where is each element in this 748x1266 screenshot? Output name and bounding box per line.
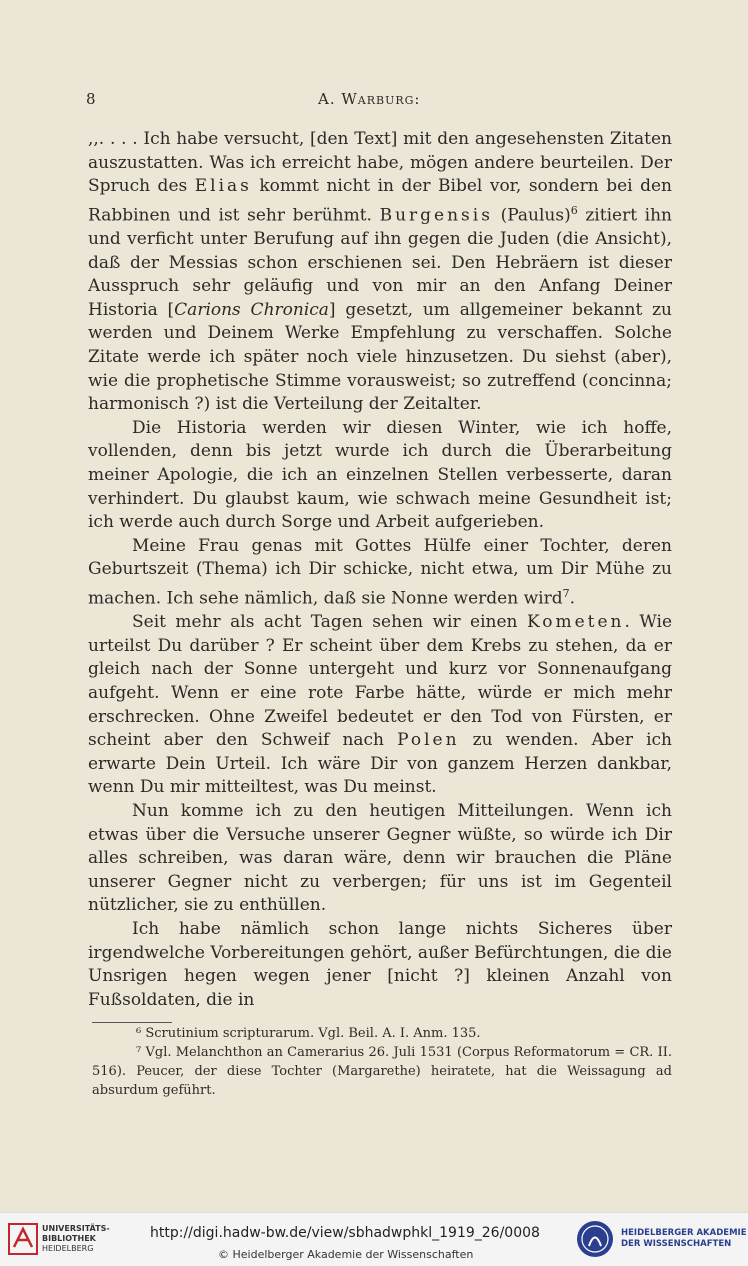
permalink-url[interactable]: http://digi.hadw-bw.de/view/sbhadwphkl_1919_26/0008 xyxy=(150,1225,540,1241)
library-name-line: BIBLIOTHEK xyxy=(42,1234,96,1243)
spaced-name-burgensis: Burgensis xyxy=(379,205,493,226)
text-run: ,,. . . . Ich habe versucht, [den Text] mit den angesehensten Zitaten auszustatten. Was ich erreicht habe, mögen andere beurteilen. Der Spruch des xyxy=(88,129,672,197)
viewer-footer xyxy=(0,1212,748,1266)
library-name-line: HEIDELBERG xyxy=(42,1244,94,1253)
footnote-ref-7: 7 xyxy=(562,586,570,600)
university-library-logo-icon[interactable] xyxy=(8,1223,38,1255)
page-number: 8 xyxy=(86,90,97,108)
running-header xyxy=(0,90,748,110)
italic-title: Carions Chronica xyxy=(174,299,329,320)
academy-seal-icon[interactable] xyxy=(575,1219,615,1259)
spaced-word-kometen: Kometen xyxy=(526,612,625,633)
paragraph-5: Nun komme ich zu den heutigen Mitteilungen. Wenn ich etwas über die Versuche unserer Gegner wüßte, so würde ich Dir alles schreiben, was daran wäre, denn wir brauchen die Pläne unserer Gegner nicht zu verbergen; für uns ist im Gegenteil nützlicher, sie zu enthüllen. xyxy=(88,800,672,916)
academy-name-line: DER WISSENSCHAFTEN xyxy=(621,1239,732,1249)
academy-name xyxy=(621,1228,747,1250)
footnote-6: ⁶ Scrutinium scripturarum. Vgl. Beil. A. I. Anm. 135. xyxy=(136,1026,481,1041)
paragraph-3 xyxy=(88,535,672,611)
text-run: kommt nicht in der Bibel vor, sondern bei den Rabbinen und ist sehr berühmt. xyxy=(88,176,672,226)
paragraph-4 xyxy=(88,611,672,800)
academy-name-line: HEIDELBERGER AKADEMIE xyxy=(621,1228,747,1238)
paragraph-6: Ich habe nämlich schon lange nichts Sicheres über irgendwelche Vorbereitungen gehört, außer Befürchtungen, die die Unsrigen hegen wegen jener [nicht ?] kleinen Anzahl von Fußsoldaten, die in xyxy=(88,918,672,1010)
paragraph-2: Die Historia werden wir diesen Winter, wie ich hoffe, vollenden, denn bis jetzt wurde ich durch die Überarbeitung meiner Apologie, die ich an einzelnen Stellen verbesserte, daran verhindert. Du glaubst kaum, wie schwach meine Gesundheit ist; ich werde auch durch Sorge und Arbeit aufgerieben. xyxy=(88,417,672,533)
library-name xyxy=(42,1224,110,1254)
footnote-ref-6: 6 xyxy=(570,203,578,217)
text-run: . xyxy=(569,588,575,609)
text-run: zitiert ihn und verficht unter Berufung auf ihn gegen die Juden (die Ansicht), daß der Messias schon erschienen sei. Den Hebräern ist dieser Ausspruch sehr geläufig und von mir an den Anfang Deiner Historia [ xyxy=(88,205,672,320)
text-run: ] gesetzt, um allgemeiner bekannt zu werden und Deinem Werke Empfehlung zu verschaffen. Solche Zitate werde ich später noch viele hinzusetzen. Du siehst (aber), wie die prophetische Stimme vorausweist; so zutreffend (concinna; harmonisch ?) ist die Verteilung der Zeitalter. xyxy=(88,299,672,415)
body-text xyxy=(88,128,672,1012)
spaced-name-elias: Elias xyxy=(194,176,252,197)
spaced-word-polen: Polen xyxy=(397,730,460,751)
text-run: (Paulus) xyxy=(492,205,571,226)
copyright-notice: © Heidelberger Akademie der Wissenschaften xyxy=(218,1248,474,1261)
text-run: . Wie urteilst Du darüber ? Er scheint über dem Krebs zu stehen, da er gleich nach der Sonne untergeht und kurz vor Sonnenaufgang aufgeht. Wenn er eine rote Farbe hätte, würde er mich mehr erschrecken. Ohne Zweifel bedeutet er den Tod von Fürsten, er scheint aber den Schweif nach xyxy=(88,612,672,751)
footnote-7: ⁷ Vgl. Melanchthon an Camerarius 26. Juli 1531 (Corpus Reformatorum = CR. II. 516). Peucer, der diese Tochter (Margarethe) heiratete, hat die Weissagung ad absurdum geführt. xyxy=(92,1045,672,1098)
footnotes xyxy=(92,1024,672,1100)
text-run: Seit mehr als acht Tagen sehen wir einen xyxy=(132,612,527,633)
text-run: zu wenden. Aber ich erwarte Dein Urteil. Ich wäre Dir von ganzem Herzen dankbar, wenn Du mir mitteiltest, was Du meinst. xyxy=(88,730,672,798)
paragraph-1 xyxy=(88,128,672,417)
running-title: A. Warburg: xyxy=(318,90,421,108)
footnote-rule xyxy=(92,1022,172,1023)
library-name-line: UNIVERSITÄTS- xyxy=(42,1224,110,1233)
text-run: Meine Frau genas mit Gottes Hülfe einer Tochter, deren Geburtszeit (Thema) ich Dir schicke, nicht etwa, um Dir Mühe zu machen. Ich sehe nämlich, daß sie Nonne werden wird xyxy=(88,535,672,609)
